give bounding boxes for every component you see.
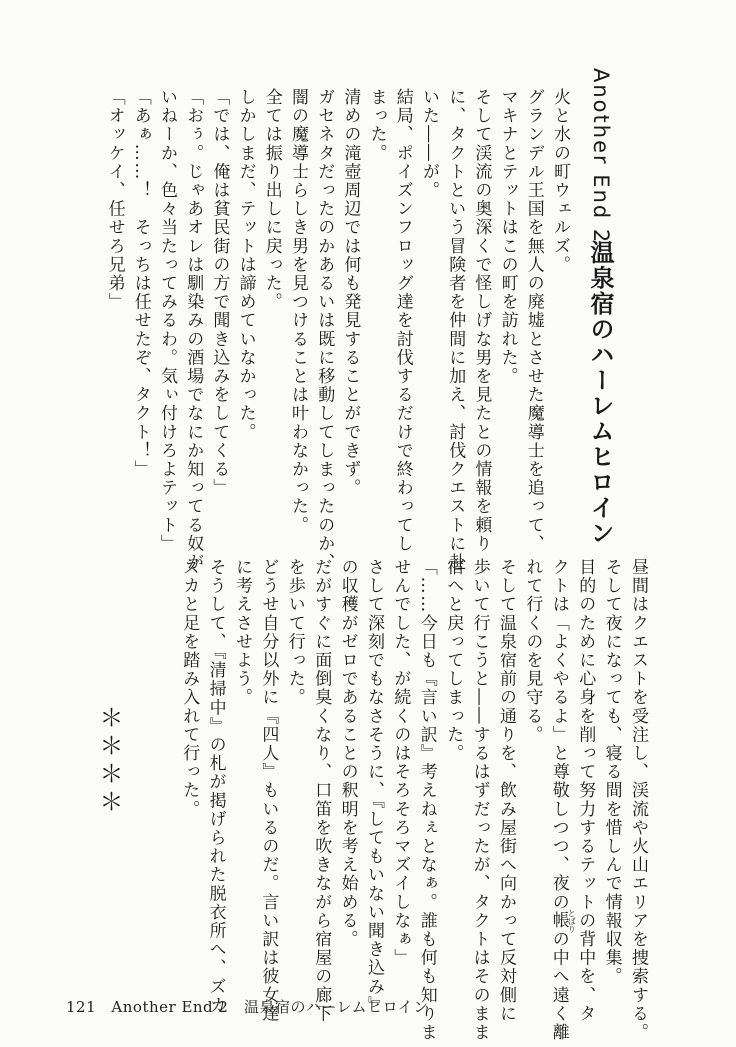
text-column: 火と水の町ウェルズ。 [550, 88, 570, 274]
page-number: 121 [66, 998, 97, 1016]
text-column: どうせ自分以外に『四人』もいるのだ。言い訳は彼女達 [258, 558, 279, 1023]
text-column: そうして、『清掃中』の札が掲げられた脱衣所へ、ズカ [205, 558, 226, 1015]
text-column: 「オッケイ、任せろ兄弟」 [104, 88, 125, 312]
text-column: いた――が。 [419, 88, 439, 200]
text-column: 「あぁ……！ そっちは任せたぞ、タクト！」 [130, 88, 151, 479]
text-column: 「では、俺は貧民街の方で聞き込みをしてくる」 [209, 88, 230, 498]
text-column: せんでした、が続くのはそろそろマズイしなぁ」 [390, 558, 411, 968]
running-title: Another End 2 温泉宿のハーレムヒロイン [111, 998, 429, 1016]
text-column: そして夜になっても、寝る間を惜しんで情報収集。 [601, 558, 622, 986]
text-column: しかしまだ、テットは諦めていなかった。 [235, 88, 256, 442]
text-column: ズカと足を踏み入れて行った。 [179, 558, 200, 819]
text-column: まった。 [366, 88, 387, 163]
text-column: ガセネタだったのかあるいは既に移動してしまったのか、 [314, 88, 335, 572]
text-column: さして深刻でもなさそうに、『してもいない聞き込み』 [364, 558, 384, 1015]
text-column: に、タクトという冒険者を仲間に加え、討伐クエストに赴 [445, 88, 466, 572]
text-column: 全ては振り出しに戻った。 [261, 88, 282, 312]
text-column: マキナとテットはこの町を訪れた。 [497, 88, 518, 386]
text-column: 「おぅ。じゃあオレは馴染みの酒場でなにか知ってる奴が [183, 88, 204, 572]
text-column: 歩いて行こうと――するはずだったが、タクトはそのまま [469, 558, 490, 1042]
text-column: の収穫がゼロであることの釈明を考え始める。 [337, 558, 358, 949]
chapter-heading-en: Another End 2 [589, 68, 613, 245]
text-column: 宿へと戻ってしまった。 [443, 558, 464, 763]
chapter-heading-jp: 温泉宿のハーレムヒロイン [586, 240, 614, 546]
text-column: そして温泉宿前の通りを、飲み屋街へ向かって反対側に [496, 558, 516, 1023]
text-column: 目的のために心身を削って努力するテットの背中を、タ [575, 558, 596, 1023]
text-column: クトは「よくやるよ」と尊敬しつつ、夜の帳とばりの中へ遠く離 [548, 558, 577, 1042]
ruby-text: とばり [567, 908, 577, 933]
text-column: を歩いて行った。 [284, 558, 305, 707]
text-column: グランデル王国を無人の廃墟とさせた魔導士を追って、 [523, 88, 544, 553]
section-break: ＊＊＊＊ [95, 705, 123, 817]
text-column: だがすぐに面倒臭くなり、口笛を吹きながら宿屋の廊下 [311, 558, 332, 1023]
text-column: 闇の魔導士らしき男を見つけることは叶わなかった。 [288, 88, 308, 535]
text-column: れて行くのを見守る。 [522, 558, 543, 744]
ruby-annotation: 帳とばり [548, 908, 577, 933]
text-column: いねーか、色々当たってみるわ。気ぃ付けろよテット」 [157, 88, 177, 553]
text-column: そして渓流の奥深くで怪しげな男を見たとの情報を頼り [471, 88, 492, 553]
text-column: に考えさせよう。 [232, 558, 252, 707]
text-column: 昼間はクエストを受注し、渓流や火山エリアを捜索する。 [628, 558, 648, 1042]
text-column: 「……今日も『言い訳』考えねぇとなぁ。誰も何も知りま [416, 558, 437, 1042]
text-column: 結局、ポイズンフロッグ達を討伐するだけで終わってし [392, 88, 413, 553]
page-footer [66, 996, 439, 1017]
text-column: 清めの滝壺周辺では何も発見することができず。 [340, 88, 361, 498]
